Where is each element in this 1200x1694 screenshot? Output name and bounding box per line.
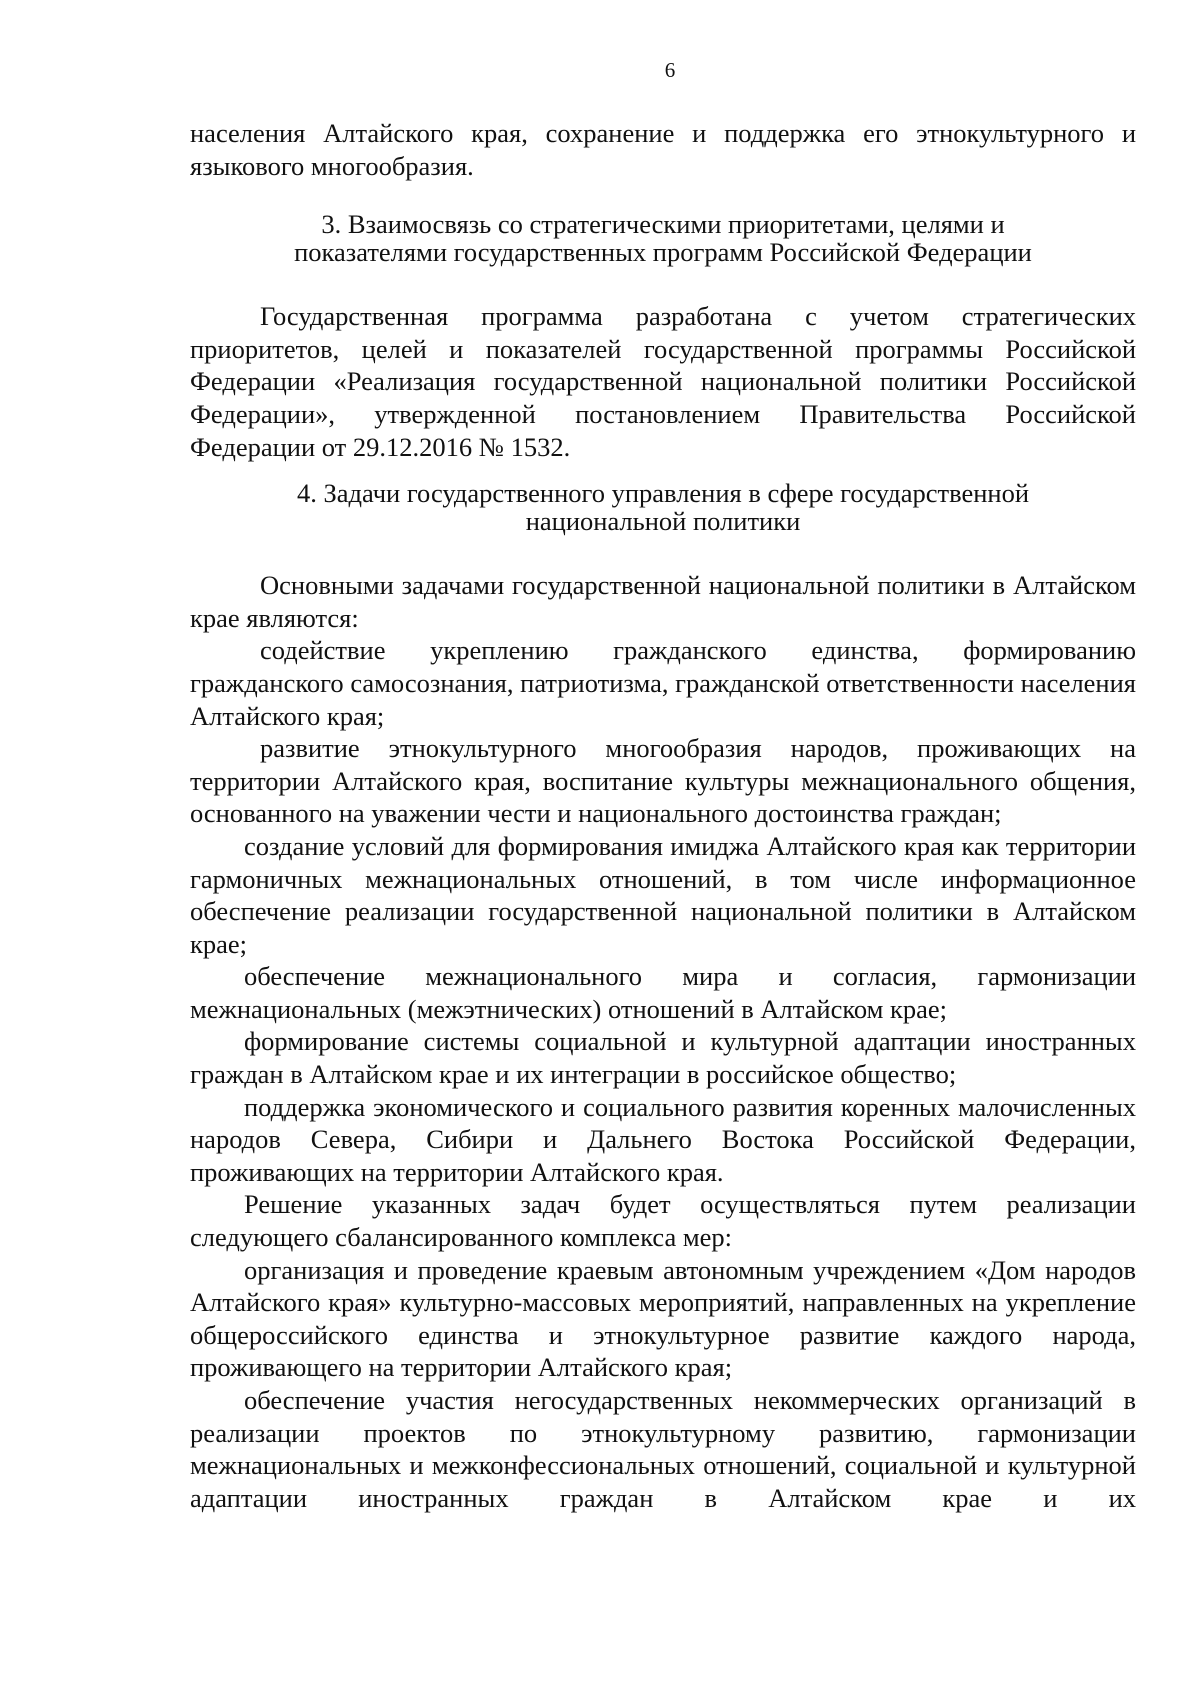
section-3-heading xyxy=(190,210,1136,266)
measure-item: организация и проведение краевым автономным учреждением «Дом народов Алтайского края» культурно-массовых мероприятий, направленных на укрепление общероссийского единства и этнокультурное развитие каждого народа, проживающего на территории Алтайского края; xyxy=(190,1254,1136,1383)
section-4-heading xyxy=(190,479,1136,535)
section-4-intro: Основными задачами государственной национальной политики в Алтайском крае являются: xyxy=(190,570,1136,633)
task-item: развитие этнокультурного многообразия народов, проживающих на территории Алтайского края, воспитание культуры межнационального общения, основанного на уважении чести и национального достоинства граждан; xyxy=(190,733,1136,829)
task-item: поддержка экономического и социального развития коренных малочисленных народов Севера, Сибири и Дальнего Востока Российской Федерации, проживающих на территории Алтайского края. xyxy=(190,1091,1136,1187)
section-4-heading-line2: национальной политики xyxy=(525,506,801,537)
continuation-paragraph: населения Алтайского края, сохранение и поддержка его этнокультурного и языкового многообразия. xyxy=(190,118,1136,181)
task-item: содействие укреплению гражданского единства, формированию гражданского самосознания, патриотизма, гражданской ответственности населения Алтайского края; xyxy=(190,635,1136,731)
section-4-heading-line1: 4. Задачи государственного управления в сфере государственной xyxy=(296,478,1030,509)
measure-item: обеспечение участия негосударственных некоммерческих организаций в реализации проектов по этнокультурному развитию, гармонизации межнациональных и межконфессиональных отношений, социальной и культурной адаптации иностранных граждан в Алтайском крае и их xyxy=(190,1385,1136,1513)
document-body xyxy=(190,117,1136,1514)
section-3-paragraph: Государственная программа разработана с учетом стратегических приоритетов, целей и показателей государственной программы Российской Федерации «Реализация государственной национальной политики Российской Федерации», утвержденной постановлением Правительства Российской Федерации от 29.12.2016 № 1532. xyxy=(190,301,1136,462)
page-number: 6 xyxy=(664,58,676,82)
section-3-heading-line2: показателями государственных программ Российской Федерации xyxy=(294,237,1032,268)
measures-intro: Решение указанных задач будет осуществляться путем реализации следующего сбалансированного комплекса мер: xyxy=(190,1189,1136,1253)
task-item: создание условий для формирования имиджа Алтайского края как территории гармоничных межнациональных отношений, в том числе информационное обеспечение реализации государственной национальной политики в Алтайском крае; xyxy=(190,830,1136,959)
task-item: формирование системы социальной и культурной адаптации иностранных граждан в Алтайском крае и их интеграции в российское общество; xyxy=(190,1026,1136,1090)
task-item: обеспечение межнационального мира и согласия, гармонизации межнациональных (межэтнических) отношений в Алтайском крае; xyxy=(190,961,1136,1024)
section-3-heading-line1: 3. Взаимосвязь со стратегическими приоритетами, целями и xyxy=(321,209,1005,240)
